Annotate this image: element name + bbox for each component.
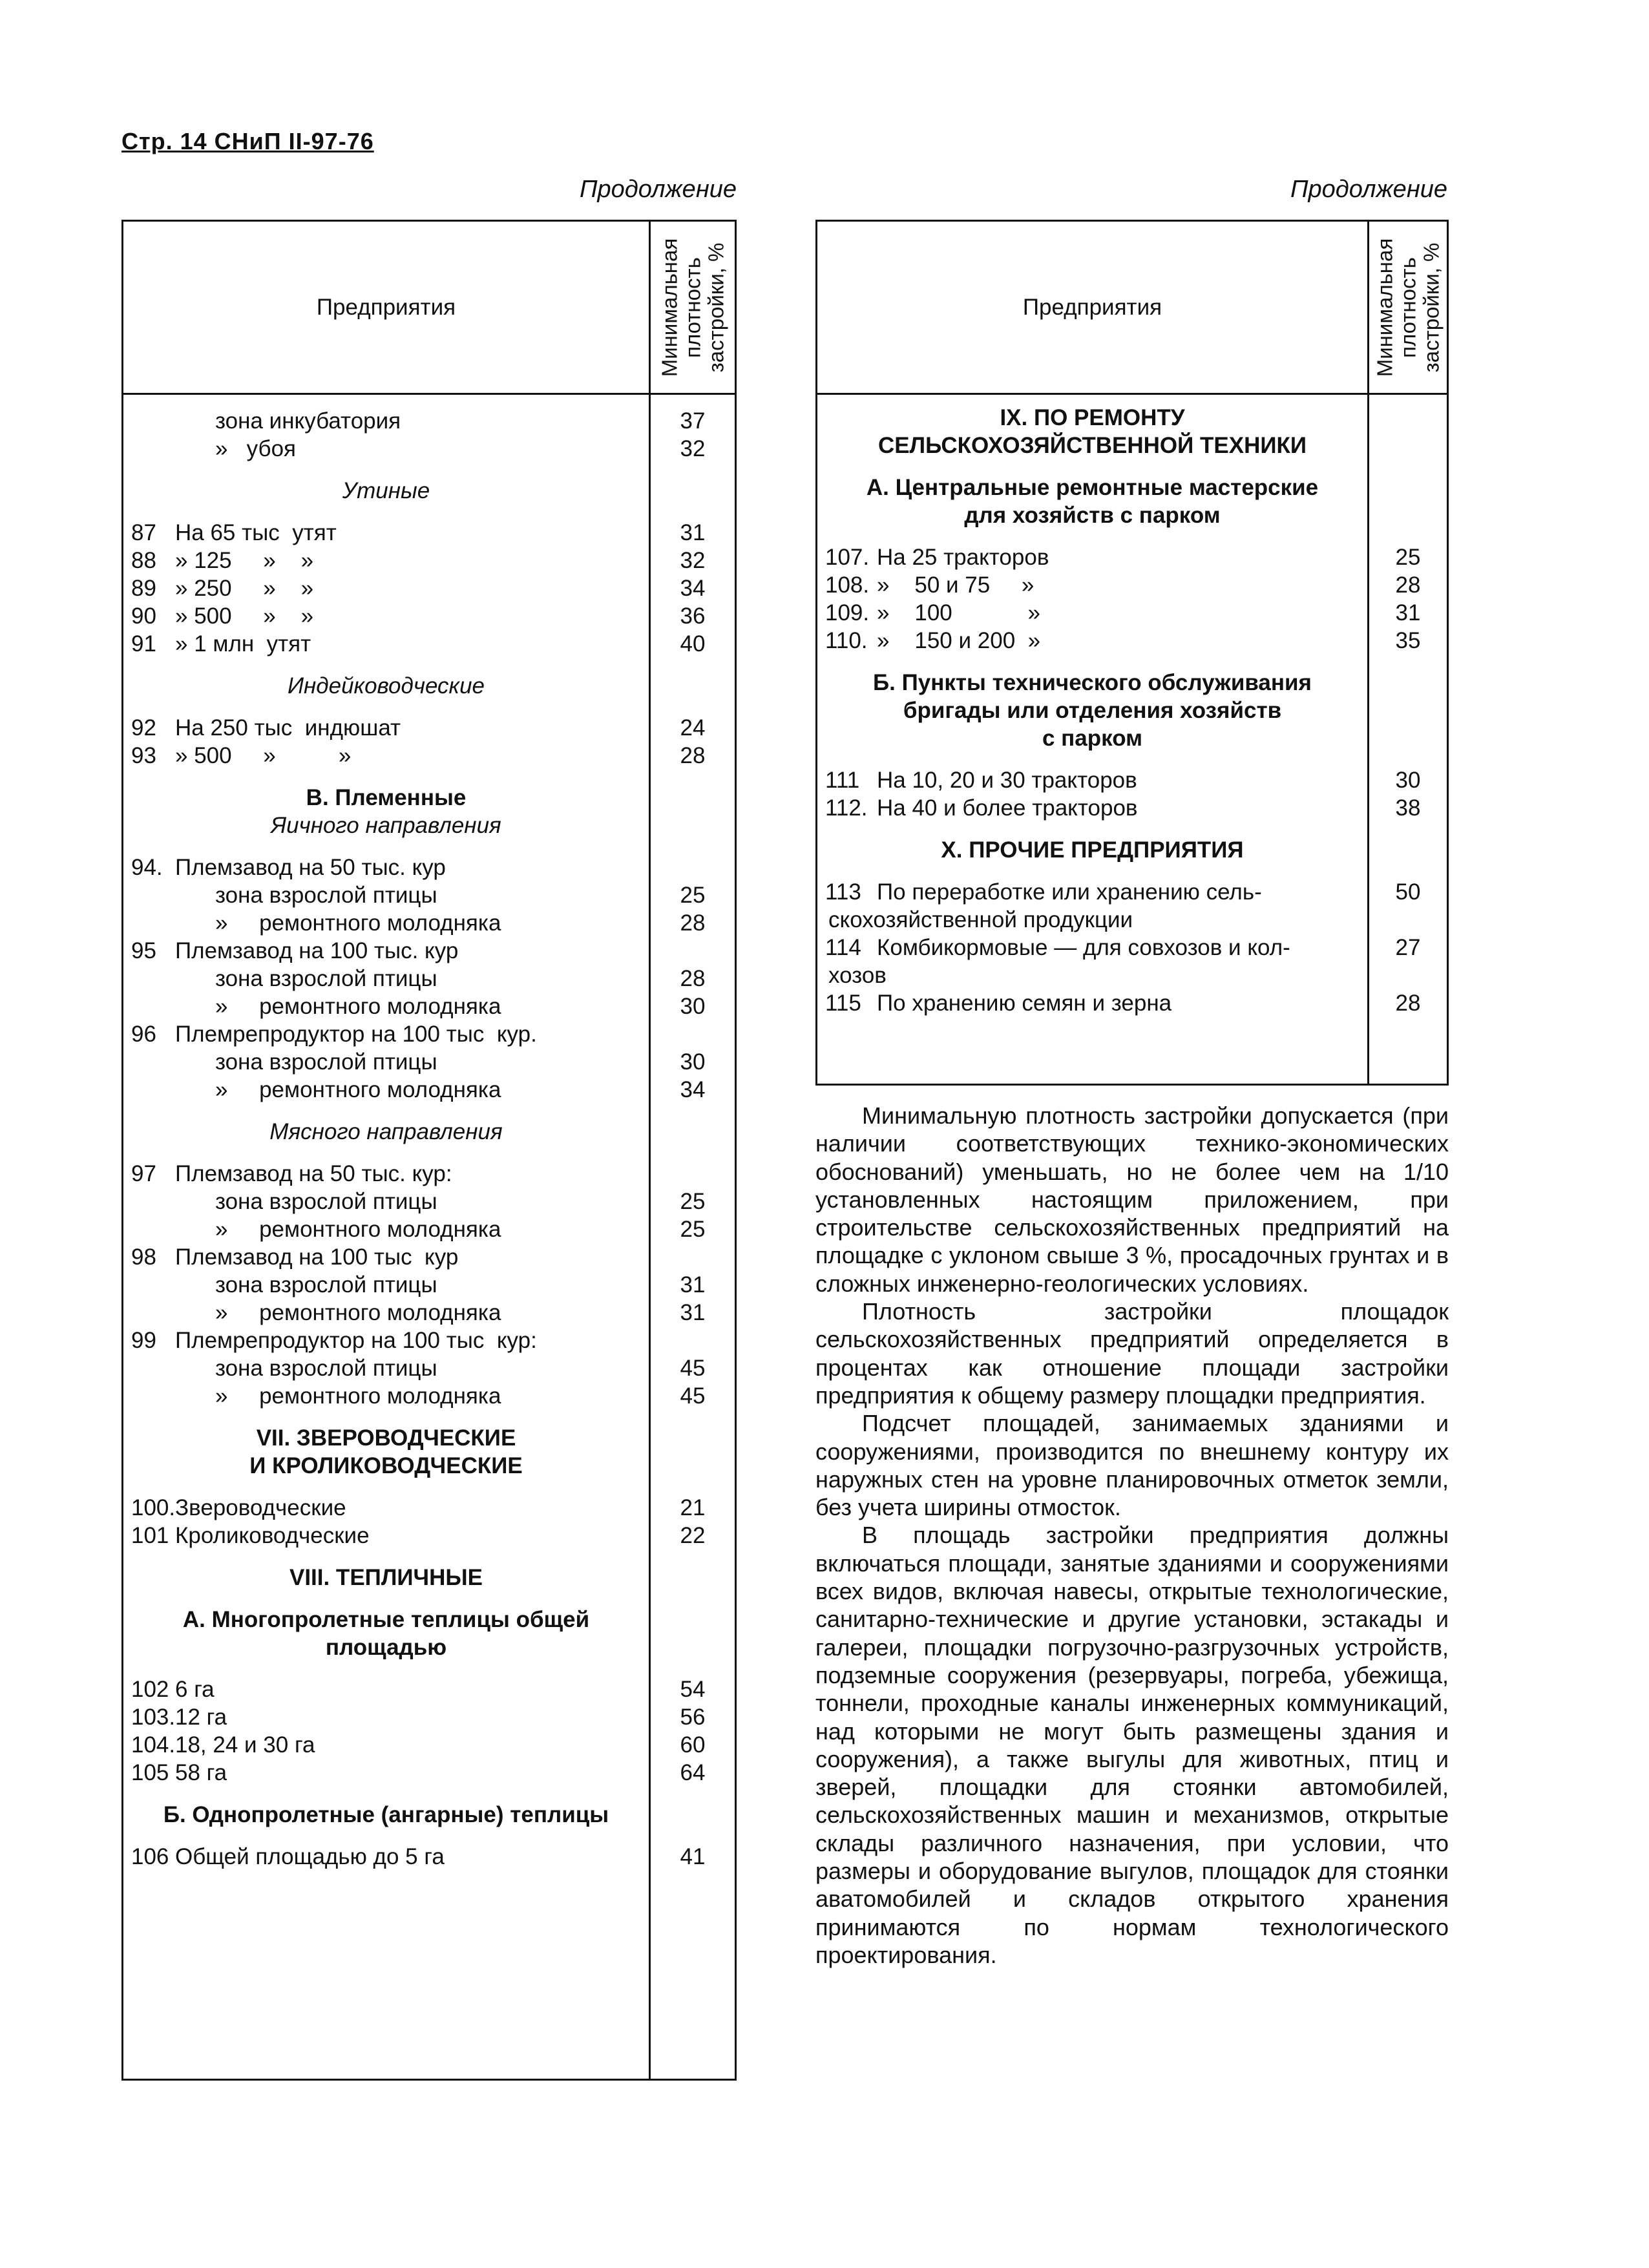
table-row [817, 627, 1447, 655]
enterprise-name: На 40 и более тракторов [877, 795, 1138, 821]
enterprise-name: зона взрослой птицы [215, 966, 437, 991]
section-heading [817, 697, 1447, 724]
density-value: 36 [680, 604, 706, 629]
density-value: 30 [680, 994, 706, 1019]
subsection-heading [123, 1118, 735, 1146]
section-heading [817, 474, 1447, 501]
row-number: 90 [131, 604, 156, 629]
section-heading [123, 1424, 735, 1452]
header-density-line: застройки, % [704, 242, 728, 372]
enterprise-name: » убоя [215, 436, 296, 461]
enterprise-name: » ремонтного молодняка [215, 1077, 501, 1102]
row-number: 112. [825, 795, 868, 821]
section-heading-text: А. Многопролетные теплицы общей [182, 1607, 590, 1632]
header-density-line: плотность [1396, 257, 1420, 358]
enterprise-name: » 150 и 200 » [877, 628, 1041, 653]
density-table-right [815, 220, 1449, 1086]
header-density [651, 222, 735, 393]
table-row [123, 1382, 735, 1410]
density-value: 32 [680, 436, 706, 461]
section-heading-text: А. Центральные ремонтные мастерские [866, 475, 1319, 500]
enterprise-name: Племзавод на 50 тыс. кур [175, 855, 446, 880]
table-row [817, 906, 1447, 934]
table-row [123, 742, 735, 770]
header-divider [123, 393, 735, 395]
table-row [817, 934, 1447, 961]
table-row [817, 543, 1447, 571]
row-spacer [123, 505, 735, 519]
density-value: 25 [680, 1217, 706, 1242]
density-value: 25 [680, 883, 706, 908]
table-row [817, 766, 1447, 794]
table-row [123, 909, 735, 937]
density-value: 27 [1395, 935, 1421, 960]
table-row [817, 794, 1447, 822]
row-number: 95 [131, 938, 156, 963]
table-row [123, 992, 735, 1020]
section-heading [123, 1452, 735, 1480]
section-heading-text: СЕЛЬСКОХОЗЯЙСТВЕННОЙ ТЕХНИКИ [877, 433, 1307, 458]
table-row [123, 519, 735, 547]
density-value: 22 [680, 1523, 706, 1548]
enterprise-name: » ремонтного молодняка [215, 1383, 501, 1409]
table-row [123, 1048, 735, 1076]
enterprise-name: » 500 » » [175, 604, 314, 629]
table-row [123, 1759, 735, 1787]
row-number: 97 [131, 1161, 156, 1186]
density-value: 28 [680, 910, 706, 936]
table-row [123, 574, 735, 602]
enterprise-name: хозов [828, 963, 887, 988]
row-number: 93 [131, 743, 156, 768]
table-row [123, 630, 735, 658]
header-density-line: застройки, % [1419, 242, 1443, 372]
enterprise-name: По хранению семян и зерна [877, 991, 1172, 1016]
enterprise-name: Кролиководческие [175, 1523, 370, 1548]
table-row [123, 1843, 735, 1871]
enterprise-name: зона взрослой птицы [215, 1049, 437, 1075]
enterprise-name: 58 га [175, 1760, 227, 1785]
subsection-heading-text: Яичного направления [271, 813, 501, 838]
enterprise-name: На 10, 20 и 30 тракторов [877, 768, 1137, 793]
table-row [817, 571, 1447, 599]
table-row [123, 1076, 735, 1104]
section-heading-text: площадью [325, 1635, 447, 1660]
enterprise-name: » 250 » » [175, 576, 314, 601]
section-heading-text: В. Племенные [306, 785, 467, 810]
density-value: 45 [680, 1383, 706, 1409]
row-spacer [123, 839, 735, 854]
row-spacer [123, 658, 735, 672]
density-value: 35 [1395, 628, 1421, 653]
section-heading [817, 836, 1447, 864]
row-number: 98 [131, 1244, 156, 1270]
table-body [123, 407, 735, 1871]
row-number: 113 [825, 879, 861, 905]
enterprise-name: На 250 тыс индюшат [175, 715, 401, 740]
row-spacer [817, 864, 1447, 878]
section-heading-text: VIII. ТЕПЛИЧНЫЕ [289, 1565, 483, 1590]
row-spacer [817, 529, 1447, 543]
enterprise-name: » 50 и 75 » [877, 572, 1035, 598]
section-heading [123, 1801, 735, 1829]
enterprise-name: зона взрослой птицы [215, 1356, 437, 1381]
row-number: 109. [825, 600, 870, 625]
density-value: 21 [680, 1495, 706, 1520]
table-row [123, 1243, 735, 1271]
row-spacer [123, 1480, 735, 1494]
table-body [817, 404, 1447, 1017]
section-heading [817, 432, 1447, 459]
row-spacer [817, 459, 1447, 474]
section-heading [123, 1633, 735, 1661]
row-number: 115 [825, 991, 861, 1016]
paragraph: В площадь застройки предприятия должны включаться площади, занятые зданиями и сооружениями всех видов, включая навесы, открытые технологические, санитарно-технические и другие установки, эстакады и галереи, площадки погрузочно-разгрузочных устройств, подземные сооружения (резервуары, погреба, убежища, тоннели, проходные каналы инженерных коммуникаций, над которыми не могут быть размещены здания и сооружения), а также выгулы для животных, птиц и зверей, площадки для стоянки автомобилей, сельскохозяйственных машин и механизмов, открытые склады различного назначения, при условии, что размеры и оборудование выгулов, площадок для стоянки аватомобилей и складов открытого хранения принимаются по нормам технологического проектирования. [815, 1522, 1449, 1968]
section-heading-text: И КРОЛИКОВОДЧЕСКИЕ [249, 1453, 523, 1478]
density-value: 31 [680, 520, 706, 545]
enterprise-name: Племрепродуктор на 100 тыс кур: [175, 1328, 537, 1353]
enterprise-name: Племзавод на 100 тыс кур [175, 1244, 459, 1270]
row-spacer [123, 1829, 735, 1843]
enterprise-name: зона инкубатория [215, 408, 401, 434]
table-row [123, 1731, 735, 1759]
section-heading [817, 501, 1447, 529]
paragraph: Плотность застройки площадок сельскохозяйственных предприятий определяется в процентах как отношение площади застройки предприятия к общему размеру площадки предприятия. [815, 1298, 1449, 1409]
subsection-heading-text: Мясного направления [269, 1119, 503, 1144]
section-heading [817, 404, 1447, 432]
table-row [123, 1675, 735, 1703]
density-value: 30 [1395, 768, 1421, 793]
row-number: 106 [131, 1844, 169, 1869]
density-value: 60 [680, 1732, 706, 1758]
enterprise-name: » 500 » » [175, 743, 352, 768]
table-row [123, 1494, 735, 1522]
table-row [123, 1703, 735, 1731]
row-spacer [123, 770, 735, 784]
density-value: 25 [1395, 545, 1421, 570]
density-value: 28 [680, 966, 706, 991]
section-heading-text: Б. Однопролетные (ангарные) теплицы [163, 1802, 609, 1827]
table-row [123, 1215, 735, 1243]
table-row [123, 1188, 735, 1215]
row-number: 87 [131, 520, 156, 545]
table-row [817, 878, 1447, 906]
enterprise-name: На 25 тракторов [877, 545, 1049, 570]
subsection-heading-text: Утиные [342, 478, 430, 503]
row-number: 107. [825, 545, 870, 570]
table-row [123, 1020, 735, 1048]
density-value: 31 [1395, 600, 1421, 625]
enterprise-name: » ремонтного молодняка [215, 994, 501, 1019]
density-value: 45 [680, 1356, 706, 1381]
explanatory-text [815, 1102, 1449, 1969]
enterprise-name: зона взрослой птицы [215, 1272, 437, 1297]
density-value: 28 [680, 743, 706, 768]
row-spacer [123, 1661, 735, 1675]
section-heading [123, 1564, 735, 1591]
row-spacer [123, 700, 735, 714]
subsection-heading [123, 812, 735, 839]
table-row [817, 961, 1447, 989]
density-value: 41 [680, 1844, 706, 1869]
subsection-heading-text: Индейководческие [287, 673, 485, 698]
table-row [123, 1160, 735, 1188]
table-row [123, 1299, 735, 1327]
enterprise-name: Комбикормовые — для совхозов и кол- [877, 935, 1290, 960]
section-heading-text: с парком [1042, 726, 1143, 751]
table-row [817, 989, 1447, 1017]
density-value: 25 [680, 1189, 706, 1214]
header-enterprises: Предприятия [316, 294, 456, 320]
density-value: 32 [680, 548, 706, 573]
enterprise-name: На 65 тыс утят [175, 520, 337, 545]
enterprise-name: » ремонтного молодняка [215, 1300, 501, 1325]
density-value: 64 [680, 1760, 706, 1785]
subsection-heading [123, 672, 735, 700]
continued-label-left: Продолжение [580, 176, 737, 203]
density-value: 31 [680, 1272, 706, 1297]
row-number: 103. [131, 1705, 176, 1730]
section-heading-text: для хозяйств с парком [964, 503, 1221, 528]
row-spacer [123, 463, 735, 477]
row-spacer [123, 1787, 735, 1801]
row-spacer [123, 1591, 735, 1606]
table-row [123, 1354, 735, 1382]
row-number: 91 [131, 631, 156, 656]
table-row [123, 1271, 735, 1299]
row-number: 104. [131, 1732, 176, 1758]
header-density [1369, 222, 1447, 393]
enterprise-name: зона взрослой птицы [215, 883, 437, 908]
enterprise-name: Звероводческие [175, 1495, 346, 1520]
enterprise-name: скохозяйственной продукции [828, 907, 1133, 932]
section-heading [123, 784, 735, 812]
table-row [123, 407, 735, 435]
row-number: 102 [131, 1677, 169, 1702]
row-spacer [123, 1104, 735, 1118]
density-value: 34 [680, 1077, 706, 1102]
header-enterprises: Предприятия [1022, 294, 1162, 320]
section-heading-text: IX. ПО РЕМОНТУ [1000, 405, 1185, 430]
enterprise-name: 12 га [175, 1705, 227, 1730]
enterprise-name: Племзавод на 50 тыс. кур: [175, 1161, 452, 1186]
section-heading-text: Б. Пункты технического обслуживания [873, 670, 1312, 695]
table-row [123, 854, 735, 881]
paragraph: Подсчет площадей, занимаемых зданиями и сооружениями, производится по внешнему контуру их наружных стен на уровне планировочных отметок земли, без учета ширины отмосток. [815, 1410, 1449, 1521]
density-value: 54 [680, 1677, 706, 1702]
density-value: 40 [680, 631, 706, 656]
section-heading [123, 1606, 735, 1633]
density-value: 24 [680, 715, 706, 740]
table-row [123, 965, 735, 992]
table-row [123, 937, 735, 965]
density-value: 28 [1395, 991, 1421, 1016]
enterprise-name: Племзавод на 100 тыс. кур [175, 938, 459, 963]
section-heading [817, 669, 1447, 697]
enterprise-name: » ремонтного молодняка [215, 1217, 501, 1242]
density-value: 34 [680, 576, 706, 601]
row-number: 101 [131, 1523, 169, 1548]
header-density-line: Минимальная [657, 238, 681, 377]
table-row [123, 1522, 735, 1549]
density-value: 28 [1395, 572, 1421, 598]
row-spacer [817, 822, 1447, 836]
enterprise-name: » ремонтного молодняка [215, 910, 501, 936]
continued-label-right: Продолжение [1290, 176, 1447, 203]
density-table-left [121, 220, 737, 2081]
table-row [123, 714, 735, 742]
row-number: 108. [825, 572, 870, 598]
subsection-heading [123, 477, 735, 505]
row-number: 110. [825, 628, 868, 653]
enterprise-name: Общей площадью до 5 га [175, 1844, 445, 1869]
section-heading [817, 724, 1447, 752]
header-density-line: Минимальная [1372, 238, 1396, 377]
row-number: 99 [131, 1328, 156, 1353]
table-row [123, 435, 735, 463]
density-value: 56 [680, 1705, 706, 1730]
row-spacer [817, 752, 1447, 766]
enterprise-name: Племрепродуктор на 100 тыс кур. [175, 1022, 537, 1047]
row-spacer [123, 1146, 735, 1160]
density-value: 38 [1395, 795, 1421, 821]
row-number: 105 [131, 1760, 169, 1785]
density-value: 50 [1395, 879, 1421, 905]
enterprise-name: зона взрослой птицы [215, 1189, 437, 1214]
table-row [123, 1327, 735, 1354]
header-divider [817, 393, 1447, 395]
row-number: 100. [131, 1495, 176, 1520]
header-density-line: плотность [680, 257, 704, 358]
section-heading-text: бригады или отделения хозяйств [903, 698, 1282, 723]
row-spacer [817, 655, 1447, 669]
row-number: 96 [131, 1022, 156, 1047]
enterprise-name: По переработке или хранению сель- [877, 879, 1262, 905]
table-row [123, 881, 735, 909]
table-row [123, 602, 735, 630]
row-number: 94. [131, 855, 163, 880]
row-spacer [123, 1410, 735, 1424]
paragraph: Минимальную плотность застройки допускается (при наличии соответствующих технико-экономических обоснований) уменьшать, но не более чем на 1/10 установленных настоящим приложением, при строительстве сельскохозяйственных предприятий на площадке с уклоном свыше 3 %, просадочных грунтах и в сложных инженерно-геологических условиях. [815, 1102, 1449, 1297]
row-number: 88 [131, 548, 156, 573]
enterprise-name: » 1 млн утят [175, 631, 311, 656]
row-number: 92 [131, 715, 156, 740]
section-heading-text: Х. ПРОЧИЕ ПРЕДПРИЯТИЯ [941, 837, 1244, 863]
enterprise-name: 18, 24 и 30 га [175, 1732, 315, 1758]
density-value: 30 [680, 1049, 706, 1075]
row-number: 89 [131, 576, 156, 601]
page-header: Стр. 14 СНиП II-97-76 [121, 128, 374, 154]
enterprise-name: » 125 » » [175, 548, 314, 573]
row-number: 111 [825, 768, 860, 793]
row-number: 114 [825, 935, 861, 960]
table-row [123, 547, 735, 574]
section-heading-text: VII. ЗВЕРОВОДЧЕСКИЕ [256, 1425, 516, 1451]
row-spacer [123, 1549, 735, 1564]
table-row [817, 599, 1447, 627]
density-value: 31 [680, 1300, 706, 1325]
density-value: 37 [680, 408, 706, 434]
enterprise-name: 6 га [175, 1677, 215, 1702]
enterprise-name: » 100 » [877, 600, 1040, 625]
